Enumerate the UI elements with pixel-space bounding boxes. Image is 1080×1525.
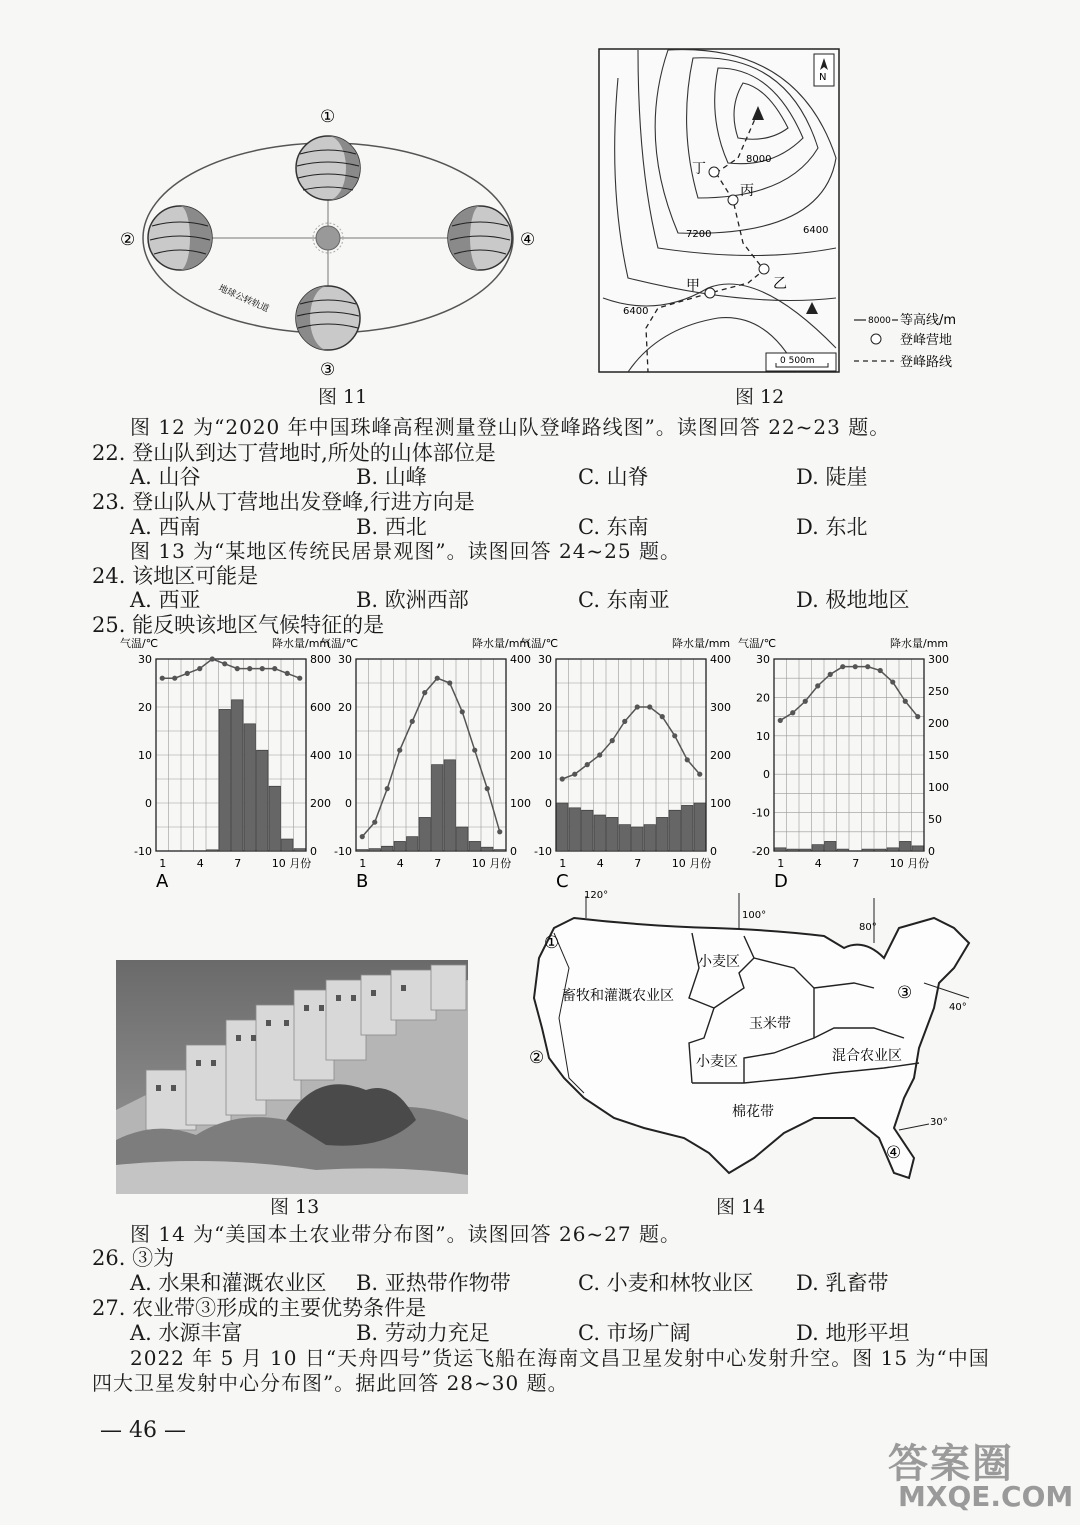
precip-tick-label: 100 xyxy=(710,797,731,810)
precip-bar xyxy=(432,765,444,851)
temp-tick-label: 30 xyxy=(138,653,152,666)
sun xyxy=(316,226,340,250)
temperature-point xyxy=(815,683,820,688)
temperature-point xyxy=(790,710,795,715)
camp-ding xyxy=(709,167,719,177)
climate-charts xyxy=(118,633,949,895)
question-23-stem: 23. 登山队从丁营地出发登峰,行进方向是 xyxy=(92,490,475,514)
svg-text:④: ④ xyxy=(886,1143,902,1163)
intro-26-27: 图 14 为“美国本土农业带分布图”。读图回答 26~27 题。 xyxy=(130,1222,681,1246)
svg-text:②: ② xyxy=(529,1048,545,1068)
svg-text:畜牧和灌溉农业区: 畜牧和灌溉农业区 xyxy=(562,988,674,1004)
figure-13-caption: 图 13 xyxy=(270,1196,320,1218)
temp-tick-label: 20 xyxy=(538,701,552,714)
precip-axis-label: 降水量/mm xyxy=(672,637,731,650)
temp-tick-label: 10 xyxy=(138,749,152,762)
temp-tick-label: -10 xyxy=(334,845,352,858)
precip-bar xyxy=(282,839,294,851)
precip-bar xyxy=(557,803,569,851)
svg-text:7200: 7200 xyxy=(686,229,712,240)
month-tick-label: 4 xyxy=(814,857,822,870)
chart-letter: A xyxy=(156,871,169,892)
temp-tick-label: -20 xyxy=(752,845,770,858)
svg-text:6400: 6400 xyxy=(803,225,829,236)
svg-text:丙: 丙 xyxy=(740,183,754,199)
temperature-point xyxy=(622,719,627,724)
precip-bar xyxy=(382,846,394,851)
q26-option-b[interactable]: B. 亚热带作物带 xyxy=(356,1271,511,1295)
intro-28-30-line1: 2022 年 5 月 10 日“天舟四号”货运飞船在海南文昌卫星发射中心发射升空。图 15 为“中国 xyxy=(130,1346,990,1370)
precip-tick-label: 300 xyxy=(710,701,731,714)
temp-tick-label: 20 xyxy=(338,701,352,714)
question-26-stem: 26. ③为 xyxy=(92,1246,175,1270)
temperature-point xyxy=(840,664,845,669)
q23-option-d[interactable]: D. 东北 xyxy=(796,515,868,539)
svg-text:小麦区: 小麦区 xyxy=(696,1054,738,1070)
temperature-point xyxy=(878,668,883,673)
precip-bar xyxy=(669,810,681,851)
q24-option-a[interactable]: A. 西亚 xyxy=(130,588,201,612)
svg-text:乙: 乙 xyxy=(773,276,787,292)
climate-chart-A xyxy=(120,636,331,892)
precip-tick-label: 200 xyxy=(928,717,949,730)
temperature-point xyxy=(172,676,177,681)
precip-tick-label: 400 xyxy=(510,653,531,666)
precip-bar xyxy=(682,805,694,851)
svg-text:甲: 甲 xyxy=(686,278,700,294)
precip-tick-label: 300 xyxy=(510,701,531,714)
intro-24-25: 图 13 为“某地区传统民居景观图”。读图回答 24~25 题。 xyxy=(130,539,681,563)
precip-tick-label: 100 xyxy=(510,797,531,810)
position-2: ② xyxy=(120,230,136,250)
scale-label: 0 500m xyxy=(780,356,815,366)
temperature-point xyxy=(803,699,808,704)
temperature-point xyxy=(497,829,502,834)
svg-text:等高线/m: 等高线/m xyxy=(900,313,957,328)
temperature-point xyxy=(235,666,240,671)
temp-axis-label: 气温/℃ xyxy=(120,637,159,650)
precip-bar xyxy=(232,700,244,851)
temperature-point xyxy=(560,776,565,781)
position-3: ③ xyxy=(320,360,336,380)
precip-bar xyxy=(862,849,874,851)
q27-option-a[interactable]: A. 水源丰富 xyxy=(130,1321,243,1345)
precip-bar xyxy=(244,724,256,851)
precip-bar xyxy=(444,760,456,851)
figure-14-us-map xyxy=(514,888,974,1190)
temperature-point xyxy=(447,680,452,685)
precip-tick-label: 0 xyxy=(710,845,717,858)
svg-text:80°: 80° xyxy=(859,922,877,933)
precip-bar xyxy=(219,709,231,851)
svg-text:混合农业区: 混合农业区 xyxy=(832,1048,902,1064)
precip-tick-label: 0 xyxy=(928,845,935,858)
precip-bar xyxy=(482,847,494,851)
precip-tick-label: 400 xyxy=(310,749,331,762)
svg-text:①: ① xyxy=(544,933,560,953)
precip-bar xyxy=(357,850,369,851)
svg-text:③: ③ xyxy=(897,983,913,1003)
temperature-point xyxy=(460,709,465,714)
temp-tick-label: 20 xyxy=(756,691,770,705)
temperature-point xyxy=(685,757,690,762)
q26-option-a[interactable]: A. 水果和灌溉农业区 xyxy=(130,1271,327,1295)
precip-bar xyxy=(607,817,619,851)
temperature-point xyxy=(915,714,920,719)
temperature-point xyxy=(272,666,277,671)
svg-text:6400: 6400 xyxy=(623,306,649,317)
question-27-stem: 27. 农业带③形成的主要优势条件是 xyxy=(92,1296,427,1320)
month-tick-label: 10 月份 xyxy=(889,857,930,870)
precip-bar xyxy=(269,786,281,851)
svg-text:8000: 8000 xyxy=(868,316,891,326)
precip-tick-label: 250 xyxy=(928,685,949,698)
temp-tick-label: 0 xyxy=(345,797,352,810)
precip-bar xyxy=(569,808,581,851)
temperature-point xyxy=(472,748,477,753)
us-outline xyxy=(534,918,969,1178)
precip-bar xyxy=(494,850,506,851)
precip-bar xyxy=(837,849,849,851)
month-tick-label: 4 xyxy=(196,857,204,870)
temperature-point xyxy=(260,666,265,671)
month-tick-label: 10 月份 xyxy=(271,857,312,870)
figure-11-earth-orbit xyxy=(110,100,550,380)
precip-bar xyxy=(469,841,481,851)
orbit-label: 地球公转轨道 xyxy=(216,283,271,315)
precip-bar xyxy=(657,817,669,851)
temperature-point xyxy=(697,772,702,777)
chart-letter: C xyxy=(556,871,569,892)
question-25-stem: 25. 能反映该地区气候特征的是 xyxy=(92,613,385,637)
temp-tick-label: 10 xyxy=(538,749,552,762)
precip-bar xyxy=(419,817,431,851)
q27-option-d[interactable]: D. 地形平坦 xyxy=(796,1321,910,1345)
month-tick-label: 1 xyxy=(559,857,567,870)
precip-tick-label: 150 xyxy=(928,749,949,762)
figure-14-caption: 图 14 xyxy=(716,1196,766,1218)
q24-option-b[interactable]: B. 欧洲西部 xyxy=(356,588,469,612)
temperature-point xyxy=(585,762,590,767)
q22-option-a[interactable]: A. 山谷 xyxy=(130,465,201,489)
precip-bar xyxy=(257,750,269,851)
precip-bar xyxy=(407,837,419,851)
svg-text:玉米带: 玉米带 xyxy=(749,1016,791,1032)
svg-text:丁: 丁 xyxy=(692,161,706,177)
temperature-point xyxy=(890,679,895,684)
precip-bar xyxy=(875,849,887,851)
temperature-point xyxy=(297,676,302,681)
temperature-point xyxy=(610,738,615,743)
north-label: N xyxy=(819,72,827,83)
precip-bar xyxy=(694,803,706,851)
precip-bar xyxy=(775,848,787,851)
svg-text:棉花带: 棉花带 xyxy=(732,1104,774,1120)
temp-tick-label: 30 xyxy=(538,653,552,666)
precip-tick-label: 200 xyxy=(510,749,531,762)
q27-option-c[interactable]: C. 市场广阔 xyxy=(578,1321,691,1345)
question-24-stem: 24. 该地区可能是 xyxy=(92,564,259,588)
temp-tick-label: 10 xyxy=(338,749,352,762)
chart-letter: B xyxy=(356,871,369,892)
month-tick-label: 4 xyxy=(396,857,404,870)
q22-option-b[interactable]: B. 山峰 xyxy=(356,465,427,489)
figure-13-photo xyxy=(116,960,468,1194)
month-tick-label: 7 xyxy=(634,857,642,870)
question-22-stem: 22. 登山队到达丁营地时,所处的山体部位是 xyxy=(92,441,496,465)
precip-bar xyxy=(394,841,406,851)
svg-text:8000: 8000 xyxy=(746,154,772,165)
q27-option-b[interactable]: B. 劳动力充足 xyxy=(356,1321,490,1345)
page-number: — 46 — xyxy=(100,1418,186,1443)
figure-11-caption: 图 11 xyxy=(318,386,368,408)
precip-bar xyxy=(887,848,899,851)
month-tick-label: 1 xyxy=(777,857,785,870)
precip-tick-label: 600 xyxy=(310,701,331,714)
svg-text:登峰路线: 登峰路线 xyxy=(900,355,953,370)
svg-text:120°: 120° xyxy=(584,890,609,901)
temp-axis-label: 气温/℃ xyxy=(320,637,359,650)
precip-bar xyxy=(207,850,219,851)
q26-option-c[interactable]: C. 小麦和林牧业区 xyxy=(578,1271,754,1295)
temperature-point xyxy=(372,820,377,825)
precip-bar xyxy=(787,849,799,851)
temp-tick-label: 0 xyxy=(145,797,152,810)
temperature-point xyxy=(185,671,190,676)
temp-tick-label: 0 xyxy=(763,768,770,782)
temperature-point xyxy=(672,733,677,738)
svg-text:登峰营地: 登峰营地 xyxy=(900,333,953,348)
precip-tick-label: 800 xyxy=(310,653,331,666)
temperature-point xyxy=(435,676,440,681)
precip-bar xyxy=(912,846,924,851)
month-tick-label: 10 月份 xyxy=(671,857,712,870)
globe-2 xyxy=(148,206,212,270)
chart-letter: D xyxy=(774,871,788,892)
temp-axis-label: 气温/℃ xyxy=(738,637,777,650)
precip-bar xyxy=(369,849,381,851)
watermark-brand: 答案圈 xyxy=(888,1441,1014,1487)
svg-text:30°: 30° xyxy=(930,1117,948,1128)
temperature-point xyxy=(285,671,290,676)
svg-text:40°: 40° xyxy=(949,1002,967,1013)
temp-tick-label: 0 xyxy=(545,797,552,810)
camp-yi xyxy=(759,264,769,274)
temp-tick-label: 20 xyxy=(138,701,152,714)
camp-bing xyxy=(728,195,738,205)
precip-bar xyxy=(800,849,812,851)
temp-axis-label: 气温/℃ xyxy=(520,637,559,650)
climate-chart-C xyxy=(520,636,731,892)
precip-bar xyxy=(825,841,837,851)
temp-tick-label: 30 xyxy=(756,653,770,666)
precip-bar xyxy=(900,841,912,851)
temperature-point xyxy=(410,719,415,724)
temperature-point xyxy=(360,834,365,839)
temperature-point xyxy=(660,714,665,719)
temp-tick-label: -10 xyxy=(752,806,770,820)
precip-bar xyxy=(457,827,469,851)
temperature-point xyxy=(485,786,490,791)
precip-bar xyxy=(619,825,631,851)
temperature-point xyxy=(828,672,833,677)
position-4: ④ xyxy=(520,230,536,250)
precip-bar xyxy=(294,849,306,851)
figure-12-caption: 图 12 xyxy=(735,386,785,408)
temperature-point xyxy=(160,676,165,681)
q24-option-c[interactable]: C. 东南亚 xyxy=(578,588,670,612)
figure-12-contour-map xyxy=(598,48,978,378)
temperature-point xyxy=(247,666,252,671)
temperature-point xyxy=(597,752,602,757)
precip-tick-label: 100 xyxy=(928,781,949,794)
precip-tick-label: 200 xyxy=(310,797,331,810)
temperature-point xyxy=(422,690,427,695)
precip-tick-label: 50 xyxy=(928,813,942,826)
month-tick-label: 7 xyxy=(852,857,860,870)
precip-axis-label: 降水量/mm xyxy=(890,637,949,650)
camp-jia xyxy=(705,288,715,298)
temp-tick-label: 30 xyxy=(338,653,352,666)
month-tick-label: 7 xyxy=(434,857,442,870)
temperature-point xyxy=(635,704,640,709)
precip-tick-label: 400 xyxy=(710,653,731,666)
globe-3 xyxy=(296,286,360,350)
q22-option-d[interactable]: D. 陡崖 xyxy=(796,465,868,489)
month-tick-label: 7 xyxy=(234,857,242,870)
temperature-point xyxy=(397,748,402,753)
q22-option-c[interactable]: C. 山脊 xyxy=(578,465,649,489)
temperature-point xyxy=(853,664,858,669)
temp-tick-label: -10 xyxy=(534,845,552,858)
month-tick-label: 1 xyxy=(159,857,167,870)
q24-option-d[interactable]: D. 极地地区 xyxy=(796,588,910,612)
temp-tick-label: -10 xyxy=(134,845,152,858)
precip-bar xyxy=(582,810,594,851)
month-tick-label: 1 xyxy=(359,857,367,870)
precip-tick-label: 0 xyxy=(310,845,317,858)
month-tick-label: 10 月份 xyxy=(471,857,512,870)
month-tick-label: 4 xyxy=(596,857,604,870)
globe-1 xyxy=(296,136,360,200)
temperature-point xyxy=(903,699,908,704)
q26-option-d[interactable]: D. 乳畜带 xyxy=(796,1271,889,1295)
svg-text:小麦区: 小麦区 xyxy=(698,954,740,970)
q23-option-b[interactable]: B. 西北 xyxy=(356,515,427,539)
precip-bar xyxy=(812,845,824,851)
temperature-point xyxy=(222,661,227,666)
temperature-point xyxy=(572,772,577,777)
climate-chart-B xyxy=(320,636,531,892)
precip-bar xyxy=(644,825,656,851)
precip-tick-label: 0 xyxy=(510,845,517,858)
precip-bar xyxy=(632,827,644,851)
temperature-point xyxy=(197,666,202,671)
temp-tick-label: 10 xyxy=(756,729,770,743)
temperature-point xyxy=(385,786,390,791)
precip-tick-label: 300 xyxy=(928,653,949,666)
temperature-point xyxy=(210,656,215,661)
watermark-site: MXQE.COM xyxy=(898,1480,1074,1513)
svg-text:100°: 100° xyxy=(742,910,767,921)
intro-22-23: 图 12 为“2020 年中国珠峰高程测量登山队登峰路线图”。读图回答 22~23 题。 xyxy=(130,415,891,439)
temperature-point xyxy=(865,664,870,669)
precip-bar xyxy=(594,815,606,851)
climate-chart-D xyxy=(738,636,949,892)
q23-option-c[interactable]: C. 东南 xyxy=(578,515,649,539)
temperature-point xyxy=(647,704,652,709)
intro-28-30-line2: 四大卫星发射中心分布图”。据此回答 28~30 题。 xyxy=(92,1371,569,1395)
globe-4 xyxy=(448,206,512,270)
q23-option-a[interactable]: A. 西南 xyxy=(130,515,201,539)
position-1: ① xyxy=(320,107,336,127)
temperature-point xyxy=(778,718,783,723)
precip-axis-label: 降水量/mm xyxy=(272,637,331,650)
precip-tick-label: 200 xyxy=(710,749,731,762)
precip-axis-label: 降水量/mm xyxy=(472,637,531,650)
